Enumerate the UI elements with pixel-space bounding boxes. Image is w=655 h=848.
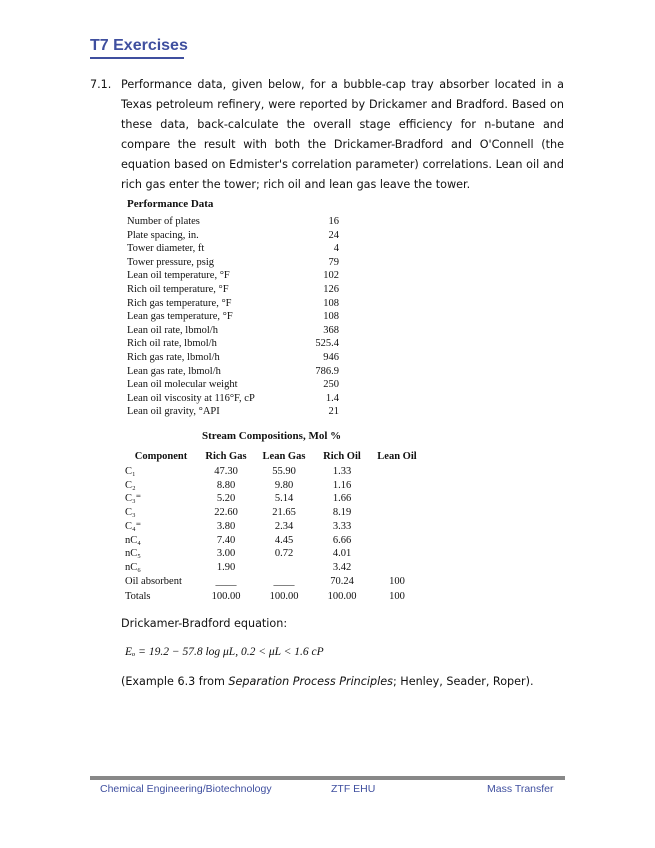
composition-cell-lg: 5.14 <box>274 493 294 505</box>
composition-cell-ro: 70.24 <box>330 575 354 587</box>
performance-spacer <box>339 229 353 243</box>
composition-cell-lo <box>371 506 423 520</box>
composition-cell-lo <box>371 465 423 479</box>
performance-row <box>127 256 353 270</box>
composition-cell-rg: 47.30 <box>214 466 238 477</box>
composition-cell-comp: C₂ <box>125 479 136 491</box>
performance-value: 525.4 <box>315 338 339 350</box>
composition-cell-rg: ____ <box>215 575 237 587</box>
performance-value: 250 <box>323 379 339 391</box>
performance-value: 102 <box>323 270 339 282</box>
performance-label: Number of plates <box>127 216 200 227</box>
composition-cell-lg: 100.00 <box>269 591 299 603</box>
composition-cell-lo: 100 <box>389 575 405 587</box>
performance-row <box>127 365 353 379</box>
composition-cell-lo <box>371 534 423 548</box>
performance-spacer <box>339 337 353 351</box>
exercise-number: 7.1. <box>90 78 112 91</box>
performance-spacer <box>339 392 353 406</box>
performance-label: Plate spacing, in. <box>127 229 199 241</box>
title-underline <box>90 57 184 59</box>
performance-label: Rich gas rate, lbmol/h <box>127 351 220 363</box>
footer-right: Mass Transfer <box>487 783 554 795</box>
composition-cell-lg: 9.80 <box>274 479 294 491</box>
performance-spacer <box>339 351 353 365</box>
performance-label: Tower diameter, ft <box>127 243 205 255</box>
stream-compositions-title: Stream Compositions, Mol % <box>202 430 342 442</box>
performance-title: Performance Data <box>127 198 214 210</box>
performance-label: Lean oil molecular weight <box>127 379 238 391</box>
footer-center: ZTF EHU <box>331 783 376 795</box>
performance-value: 21 <box>328 406 339 418</box>
drickamer-label: Drickamer-Bradford equation: <box>121 617 288 630</box>
composition-cell-lo <box>371 520 423 534</box>
footer-rule <box>90 776 565 780</box>
composition-row <box>125 506 423 520</box>
composition-cell-lo: 100 <box>389 591 405 603</box>
performance-row <box>127 242 353 256</box>
composition-cell-comp: C₄⁼ <box>125 520 142 532</box>
performance-value: 126 <box>323 283 339 295</box>
composition-cell-comp: C₃ <box>125 507 136 519</box>
performance-table <box>127 215 353 419</box>
performance-row <box>127 324 353 338</box>
composition-row <box>125 492 423 506</box>
performance-value: 4 <box>333 243 339 255</box>
performance-row <box>127 351 353 365</box>
composition-cell-ro: 3.42 <box>332 561 352 573</box>
composition-cell-comp: nC₆ <box>125 561 141 573</box>
performance-label: Lean oil temperature, °F <box>127 270 230 282</box>
composition-cell-rg: 3.00 <box>216 548 236 560</box>
composition-cell-rg: 22.60 <box>214 507 238 519</box>
performance-spacer <box>339 269 353 283</box>
col-header-component: Component <box>134 450 188 462</box>
performance-row <box>127 297 353 311</box>
performance-value: 108 <box>323 297 339 309</box>
performance-label: Lean oil gravity, °API <box>127 406 220 418</box>
performance-label: Tower pressure, psig <box>127 256 215 268</box>
composition-cell-ro: 1.66 <box>332 493 352 505</box>
performance-value: 946 <box>323 351 339 363</box>
performance-row <box>127 269 353 283</box>
composition-cell-ro: 3.33 <box>332 520 352 532</box>
performance-value: 24 <box>328 229 339 241</box>
composition-cell-lg <box>255 561 313 575</box>
composition-cell-ro: 6.66 <box>332 534 352 546</box>
performance-value: 108 <box>323 311 339 323</box>
stream-compositions-table <box>125 447 423 606</box>
performance-row <box>127 310 353 324</box>
performance-spacer <box>339 256 353 270</box>
composition-cell-ro: 1.16 <box>332 479 352 491</box>
composition-row <box>125 575 423 589</box>
composition-cell-comp: nC₅ <box>125 548 141 560</box>
performance-row <box>127 229 353 243</box>
performance-spacer <box>339 324 353 338</box>
performance-row <box>127 392 353 406</box>
composition-cell-comp: Oil absorbent <box>125 575 182 587</box>
example-book-title: Separation Process Principles <box>228 675 393 688</box>
performance-row <box>127 283 353 297</box>
performance-label: Lean oil viscosity at 116°F, cP <box>127 392 255 404</box>
performance-row <box>127 337 353 351</box>
composition-cell-lg: 2.34 <box>274 520 294 532</box>
composition-cell-lo <box>371 561 423 575</box>
example-reference <box>121 675 534 688</box>
composition-cell-ro: 4.01 <box>332 548 352 560</box>
composition-cell-rg: 3.80 <box>216 520 236 532</box>
composition-cell-rg: 7.40 <box>216 534 236 546</box>
composition-row <box>125 561 423 575</box>
performance-spacer <box>339 242 353 256</box>
composition-cell-ro: 8.19 <box>332 507 352 519</box>
performance-value: 368 <box>323 324 339 336</box>
performance-value: 1.4 <box>325 392 339 404</box>
performance-label: Rich oil temperature, °F <box>127 283 229 295</box>
composition-row <box>125 465 423 479</box>
performance-value: 16 <box>328 216 339 227</box>
composition-row <box>125 520 423 534</box>
performance-row <box>127 215 353 229</box>
composition-cell-lg: 55.90 <box>272 466 296 477</box>
performance-label: Rich gas temperature, °F <box>127 297 232 309</box>
composition-cell-lg: 21.65 <box>272 507 296 519</box>
performance-row <box>127 405 353 419</box>
performance-label: Rich oil rate, lbmol/h <box>127 338 217 350</box>
performance-spacer <box>339 378 353 392</box>
performance-spacer <box>339 283 353 297</box>
composition-cell-comp: Totals <box>125 591 151 603</box>
performance-spacer <box>339 215 353 229</box>
performance-value: 786.9 <box>315 365 339 377</box>
col-header-rich-gas: Rich Gas <box>205 450 247 462</box>
col-header-lean-gas: Lean Gas <box>262 450 306 462</box>
composition-cell-rg: 5.20 <box>216 493 236 505</box>
performance-spacer <box>339 297 353 311</box>
composition-cell-ro: 100.00 <box>327 591 357 603</box>
composition-row <box>125 534 423 548</box>
composition-row <box>125 547 423 561</box>
col-header-lean-oil: Lean Oil <box>377 450 417 462</box>
exercise-text: Performance data, given below, for a bubble-cap tray absorber located in a Texas petroleum refinery, were reported by Drickamer and Bradford. Based on these data, back-calculate the overall stage efficiency for n-butane and compare the result with both the Drickamer-Bradford and O'Connell (the equation based on Edmister's correlation parameter) correlations. Lean oil and rich gas enter the tower; rich oil and lean gas leave the tower. <box>121 78 564 191</box>
example-prefix: (Example 6.3 from <box>121 675 229 688</box>
composition-cell-lg: 0.72 <box>274 548 294 560</box>
composition-cell-lo <box>371 492 423 506</box>
composition-cell-ro: 1.33 <box>332 466 352 477</box>
footer-left: Chemical Engineering/Biotechnology <box>100 783 272 795</box>
composition-cell-rg: 8.80 <box>216 479 236 491</box>
composition-cell-rg: 1.90 <box>216 561 236 573</box>
col-header-rich-oil: Rich Oil <box>323 450 361 462</box>
performance-spacer <box>339 405 353 419</box>
performance-spacer <box>339 310 353 324</box>
performance-value: 79 <box>328 256 339 268</box>
composition-cell-comp: nC₄ <box>125 534 141 546</box>
composition-cell-lo <box>371 547 423 561</box>
composition-cell-rg: 100.00 <box>211 591 241 603</box>
drickamer-equation: Eₒ = 19.2 − 57.8 log μL, 0.2 < μL < 1.6 cP <box>125 646 324 658</box>
performance-label: Lean gas rate, lbmol/h <box>127 365 221 377</box>
performance-label: Lean gas temperature, °F <box>127 311 233 323</box>
composition-cell-lg: 4.45 <box>274 534 294 546</box>
composition-row <box>125 479 423 493</box>
composition-cell-lo <box>371 479 423 493</box>
composition-cell-lg: ____ <box>273 575 295 587</box>
example-suffix: ; Henley, Seader, Roper). <box>392 675 534 688</box>
performance-label: Lean oil rate, lbmol/h <box>127 324 218 336</box>
composition-cell-comp: C₃⁼ <box>125 493 142 505</box>
composition-cell-comp: C₁ <box>125 466 136 477</box>
performance-row <box>127 378 353 392</box>
performance-spacer <box>339 365 353 379</box>
page-title: T7 Exercises <box>90 37 188 54</box>
composition-row <box>125 588 423 606</box>
